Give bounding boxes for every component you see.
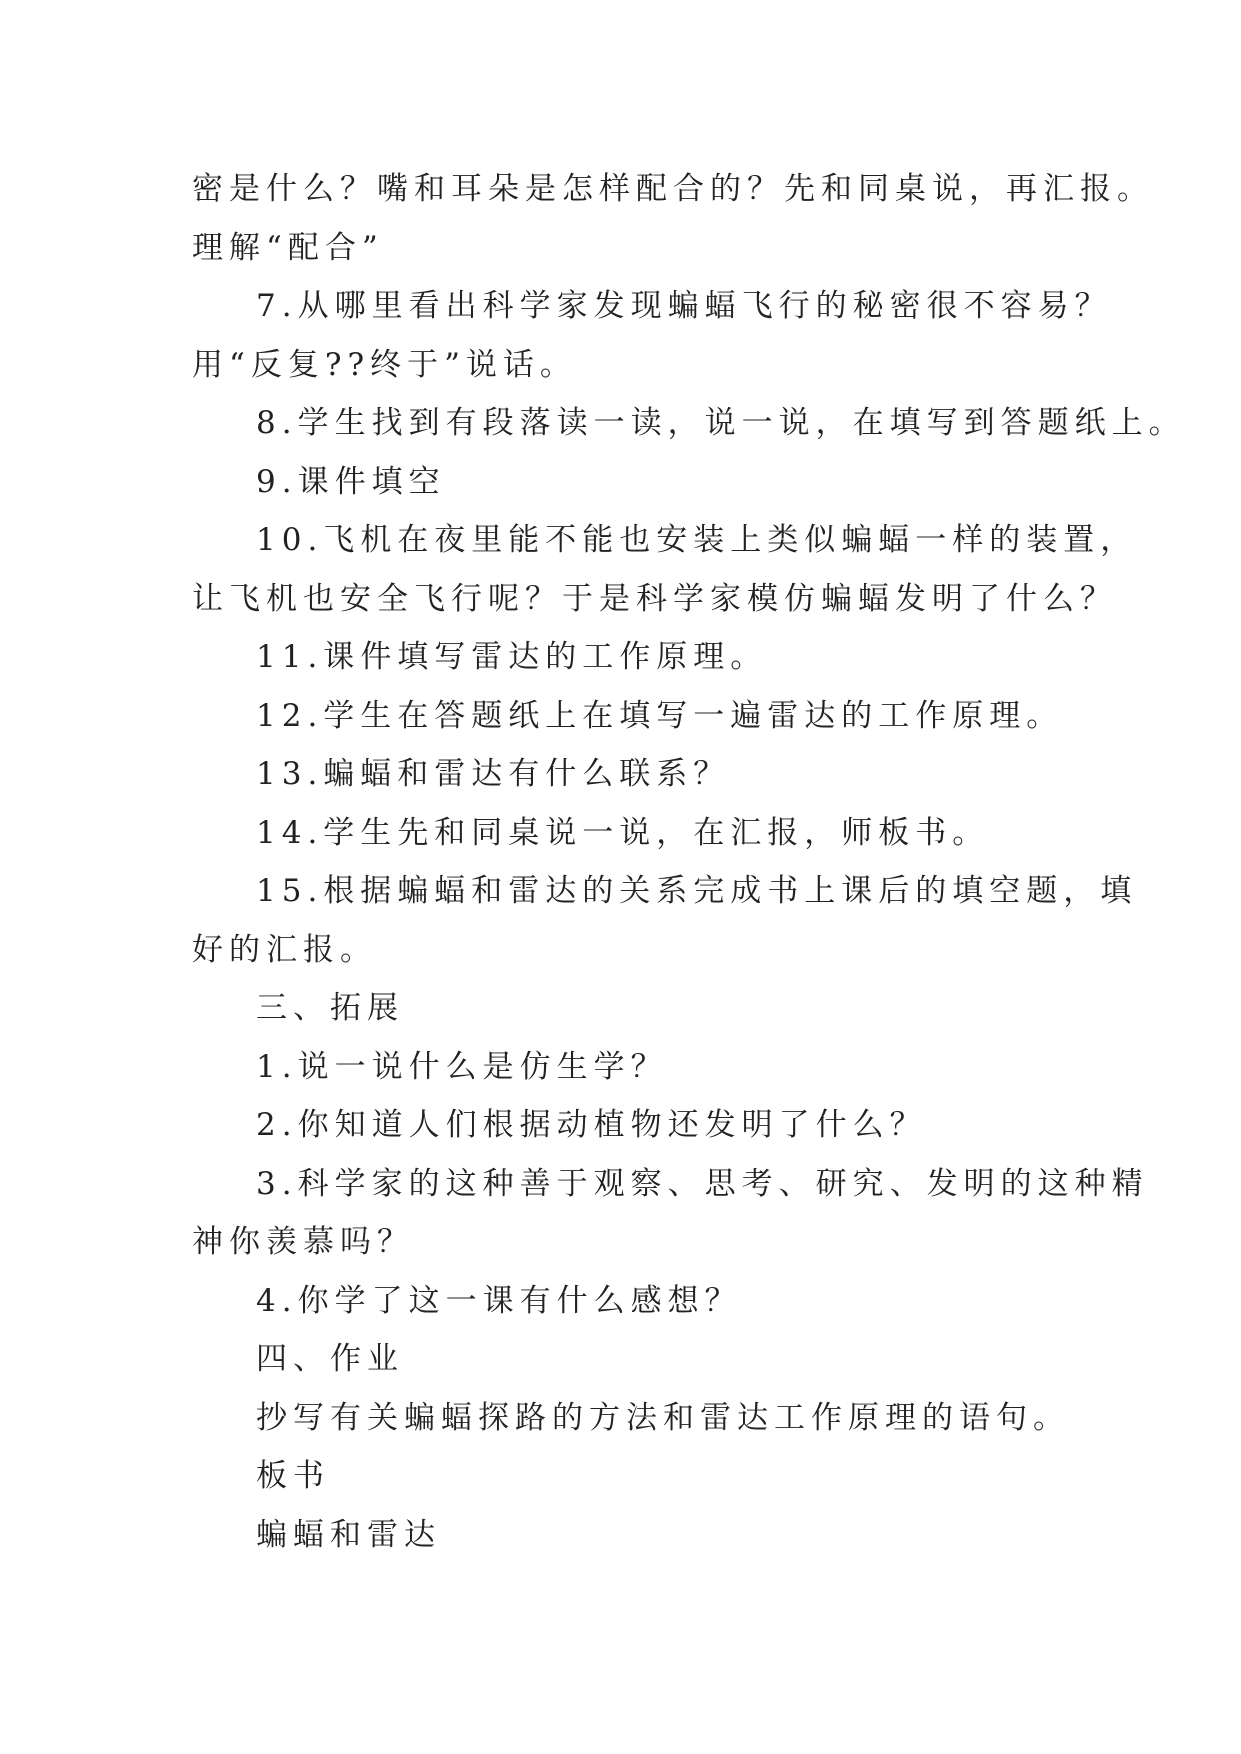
text-line: 神你羡慕吗？	[192, 1224, 414, 1260]
text-line: 3.科学家的这种善于观察、思考、研究、发明的这种精	[256, 1165, 1149, 1202]
text-line: 9.课件填空	[256, 463, 446, 500]
text-line: 7.从哪里看出科学家发现蝙蝠飞行的秘密很不容易？	[256, 288, 1112, 324]
text-line: 抄写有关蝙蝠探路的方法和雷达工作原理的语句。	[256, 1399, 1070, 1436]
text-line: 14.学生先和同桌说一说，在汇报，师板书。	[256, 814, 990, 851]
text-line: 理解“配合”	[192, 229, 384, 266]
text-line: 12.学生在答题纸上在填写一遍雷达的工作原理。	[256, 697, 1064, 734]
text-line: 4.你学了这一课有什么感想？	[256, 1282, 742, 1319]
text-line: 8.学生找到有段落读一读，说一说，在填写到答题纸上。	[256, 405, 1186, 441]
text-line: 11.课件填写雷达的工作原理。	[256, 639, 768, 675]
text-line: 1.说一说什么是仿生学？	[256, 1048, 668, 1085]
text-line: 13.蝙蝠和雷达有什么联系？	[256, 756, 731, 792]
section-heading: 板书	[256, 1458, 330, 1494]
section-heading: 三、拓展	[256, 990, 404, 1026]
document-body	[192, 160, 1186, 1564]
text-line: 15.根据蝙蝠和雷达的关系完成书上课后的填空题，填	[256, 873, 1138, 909]
text-line: 让飞机也安全飞行呢？于是科学家模仿蝙蝠发明了什么？	[192, 580, 1117, 617]
text-line: 10.飞机在夜里能不能也安装上类似蝙蝠一样的装置，	[256, 522, 1138, 558]
text-line: 蝙蝠和雷达	[256, 1516, 441, 1553]
text-line: 好的汇报。	[192, 931, 377, 968]
section-heading: 四、作业	[256, 1341, 404, 1377]
text-line: 密是什么？嘴和耳朵是怎样配合的？先和同桌说，再汇报。	[192, 171, 1154, 207]
text-line: 用“反复??终于”说话。	[192, 346, 577, 383]
text-line: 2.你知道人们根据动植物还发明了什么？	[256, 1107, 927, 1143]
